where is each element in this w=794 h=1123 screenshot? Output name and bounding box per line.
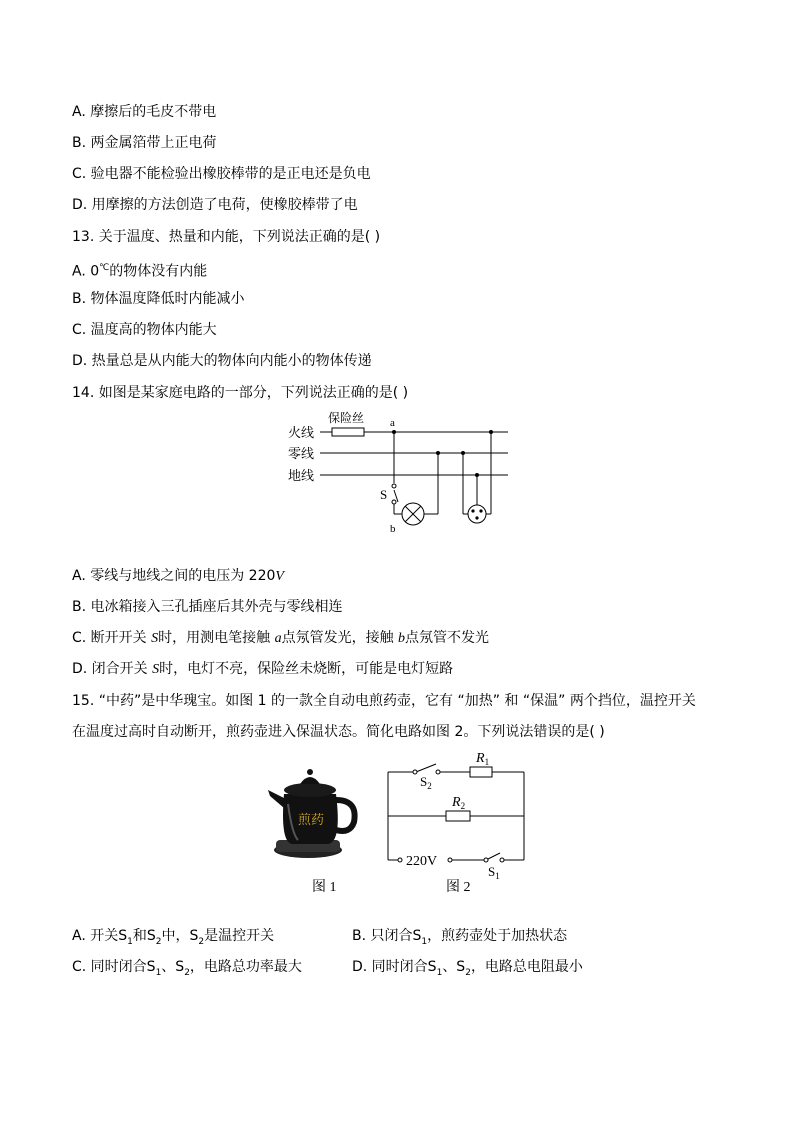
point-a-label: a <box>390 417 395 429</box>
point-b-label: b <box>390 523 396 535</box>
three-pin-socket <box>468 505 486 523</box>
q15-stem-line1: 15. “中药”是中华瑰宝。如图 1 的一款全自动电煎药壶，它有 “加热” 和 “保温” 两个挡位，温控开关 <box>72 693 696 709</box>
r1-label: $R_1$ <box>476 751 490 767</box>
ground-label: 地线 <box>288 469 315 484</box>
household-circuit-figure <box>280 408 520 538</box>
q14-stem: 14. 如图是某家庭电路的一部分，下列说法正确的是( ) <box>72 385 409 401</box>
q12-option-c: C. 验电器不能检验出橡胶棒带的是正电还是负电 <box>72 166 371 182</box>
fuse <box>332 428 364 436</box>
resistor-r2 <box>446 811 470 821</box>
s1-label: $S_1$ <box>488 864 500 881</box>
q13-stem: 13. 关于温度、热量和内能，下列说法正确的是( ) <box>72 229 381 245</box>
q13-option-a: A. 0℃的物体没有内能 <box>72 263 208 280</box>
q14-option-d: D. 闭合开关 S时，电灯不亮，保险丝未烧断，可能是电灯短路 <box>72 661 454 677</box>
q15-option-d: D. 同时闭合$S_1$、$S_2$，电路总电阻最小 <box>352 959 583 978</box>
kettle-logo-text: 煎药 <box>298 813 325 828</box>
neutral-label: 零线 <box>288 447 315 462</box>
q12-option-b: B. 两金属箔带上正电荷 <box>72 135 217 151</box>
live-label: 火线 <box>288 426 315 441</box>
q15-option-a: A. 开关$S_1$和$S_2$中，$S_2$是温控开关 <box>72 928 275 947</box>
fuse-label: 保险丝 <box>328 411 365 425</box>
q13-option-d: D. 热量总是从内能大的物体向内能小的物体传递 <box>72 353 372 369</box>
q15-option-c: C. 同时闭合$S_1$、$S_2$，电路总功率最大 <box>72 959 302 978</box>
q14-option-c: C. 断开开关 S时，用测电笔接触 a点氖管发光，接触 b点氖管不发光 <box>72 630 490 646</box>
kettle-circuit-figure <box>380 748 530 883</box>
q12-option-d: D. 用摩擦的方法创造了电荷，使橡胶棒带了电 <box>72 197 358 213</box>
q13-option-c: C. 温度高的物体内能大 <box>72 322 217 338</box>
s2-label: $S_2$ <box>420 774 432 791</box>
r2-label: $R_2$ <box>452 795 466 811</box>
q14-option-a: A. 零线与地线之间的电压为 220V <box>72 568 284 584</box>
switch-label: S <box>380 487 388 502</box>
q14-option-b: B. 电冰箱接入三孔插座后其外壳与零线相连 <box>72 599 343 615</box>
q13-option-b: B. 物体温度降低时内能减小 <box>72 291 245 307</box>
q15-stem-line2: 在温度过高时自动断开，煎药壶进入保温状态。简化电路如图 2。下列说法错误的是( ) <box>72 724 605 740</box>
voltage-label: 220V <box>406 854 438 869</box>
q15-option-b: B. 只闭合$S_1$，煎药壶处于加热状态 <box>352 928 568 947</box>
q12-option-a: A. 摩擦后的毛皮不带电 <box>72 104 217 120</box>
fig1-caption: 图 1 <box>312 880 337 895</box>
resistor-r1 <box>470 767 492 777</box>
fig2-caption: 图 2 <box>446 880 471 895</box>
herbal-kettle-figure <box>262 764 364 864</box>
